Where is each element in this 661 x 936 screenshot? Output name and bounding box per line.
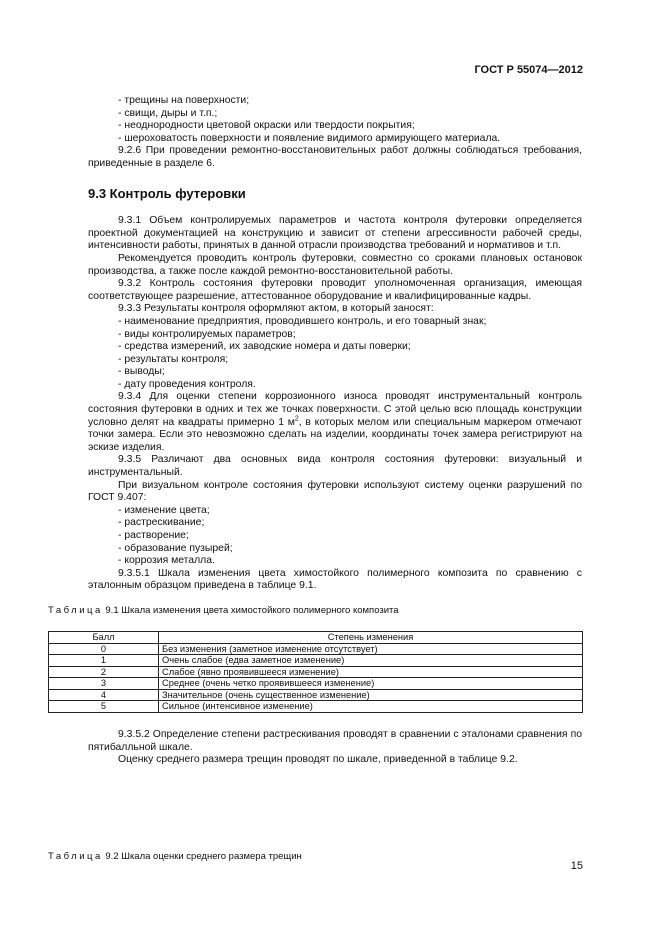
- cell-ball: 2: [49, 666, 159, 678]
- table-row: [49, 655, 583, 667]
- paragraph-9-3-1: 9.3.1 Объем контролируемых параметров и частота контроля футеровки определяется проектной документацией на конструкцию и зависит от степени агрессивности рабочей среды, интенсивности работы, принятых в данной отрасли производства требований и нормативов и т.п.: [88, 215, 582, 252]
- table-caption-word: Таблица: [48, 851, 103, 862]
- list-item: - свищи, дыры и т.п.;: [118, 107, 218, 119]
- page-content: [88, 95, 582, 593]
- cell-degree: Значительное (очень существенное изменение): [159, 689, 583, 701]
- cell-degree: Среднее (очень четко проявившееся изменение): [159, 678, 583, 690]
- list-item: - растворение;: [118, 530, 189, 541]
- cell-ball: 4: [49, 689, 159, 701]
- paragraph-9-3-5: 9.3.5 Различают два основных вида контроля состояния футеровки: визуальный и инструментальный.: [88, 454, 582, 479]
- table-row: [49, 678, 583, 690]
- page-content-lower: [88, 729, 582, 767]
- cell-ball: 1: [49, 655, 159, 667]
- table-9-1-caption: [48, 605, 399, 618]
- table-row: [49, 643, 583, 655]
- page-number: 15: [570, 860, 583, 872]
- list-item: - растрескивание;: [118, 517, 205, 529]
- col-header-degree: Степень изменения: [159, 632, 583, 644]
- list-item: - выводы;: [118, 366, 165, 378]
- paragraph-9-3-3: 9.3.3 Результаты контроля оформляют актом, в который заносят:: [118, 303, 434, 315]
- list-item: - шероховатость поверхности и появление видимого армирующего материала.: [118, 132, 501, 144]
- cell-ball: 5: [49, 701, 159, 713]
- table-caption-text: 9.1 Шкала изменения цвета химостойкого полимерного композита: [105, 605, 399, 616]
- superscript-2: 2: [294, 415, 299, 423]
- table-header-row: [49, 632, 583, 644]
- paragraph-9-3-4-part-b: , в которых мелом или специальным маркером отмечают точки замера. Если это невозможно сделать на изделии, координаты точек замера регистрируют на эскизе изделия.: [88, 416, 583, 453]
- paragraph-9-3-5-1: 9.3.5.1 Шкала изменения цвета химостойкого полимерного композита по сравнению с эталонным образцом приведена в таблице 9.1.: [88, 567, 582, 592]
- cell-degree: Слабое (явно проявившееся изменение): [159, 666, 583, 678]
- cell-degree: Очень слабое (едва заметное изменение): [159, 655, 583, 667]
- list-item: - образование пузырей;: [118, 542, 233, 554]
- paragraph-visual: При визуальном контроле состояния футеровки используют систему оценки разрушений по ГОСТ 9.407:: [88, 479, 582, 504]
- cell-ball: 0: [49, 643, 159, 655]
- list-item: - коррозия металла.: [118, 555, 215, 567]
- paragraph-recommend: Рекомендуется проводить контроль футеровки, совместно со сроками плановых остановок производства, а также после каждой ремонтно-восстановительной работы.: [88, 252, 582, 277]
- cell-ball: 3: [49, 678, 159, 690]
- table-row: [49, 689, 583, 701]
- paragraph-9-3-5-2: 9.3.5.2 Определение степени растрескивания проводят в сравнении с эталонами сравнения по пятибалльной шкале.: [88, 729, 582, 753]
- cell-degree: Сильное (интенсивное изменение): [159, 701, 583, 713]
- list-item: - виды контролируемых параметров;: [118, 328, 296, 340]
- table-9-2-caption: [48, 851, 302, 864]
- paragraph-9-2-6: 9.2.6 При проведении ремонтно-восстановительных работ должны соблюдаться требования, приведенные в разделе 6.: [88, 145, 582, 169]
- paragraph-cracks: Оценку среднего размера трещин проводят по шкале, приведенной в таблице 9.2.: [118, 754, 518, 766]
- cell-degree: Без изменения (заметное изменение отсутствует): [159, 643, 583, 655]
- paragraph-9-3-2: 9.3.2 Контроль состояния футеровки проводит уполномоченная организация, имеющая соответствующее разрешение, аттестованное оборудование и квалифицированные кадры.: [88, 278, 582, 302]
- list-item: - трещины на поверхности;: [118, 95, 250, 106]
- list-item: - наименование предприятия, проводившего контроль, и его товарный знак;: [118, 315, 487, 327]
- table-caption-text: 9.2 Шкала оценки среднего размера трещин: [105, 851, 302, 862]
- paragraph-9-3-4: [88, 391, 582, 454]
- list-item: - дату проведения контроля.: [118, 378, 256, 390]
- table-row: [49, 666, 583, 678]
- paragraph-9-3-4-part-a: 9.3.4 Для оценки степени коррозионного износа проводят инструментальный контроль состояния футеровки в одних и тех же точках поверхности. С этой целью всю площадь конструкции условно делят на квадраты примерно 1 м: [88, 391, 582, 428]
- table-9-1: [48, 631, 583, 713]
- list-item: - изменение цвета;: [118, 504, 210, 516]
- list-item: - результаты контроля;: [118, 353, 229, 365]
- doc-code-header: ГОСТ Р 55074—2012: [474, 64, 583, 76]
- section-title: 9.3 Контроль футеровки: [88, 185, 246, 201]
- list-item: - неоднородности цветовой окраски или твердости покрытия;: [118, 120, 415, 132]
- list-item: - средства измерений, их заводские номера и даты поверки;: [118, 341, 411, 353]
- col-header-ball: Балл: [49, 632, 159, 644]
- table-row: [49, 701, 583, 713]
- table-caption-word: Таблица: [48, 605, 103, 616]
